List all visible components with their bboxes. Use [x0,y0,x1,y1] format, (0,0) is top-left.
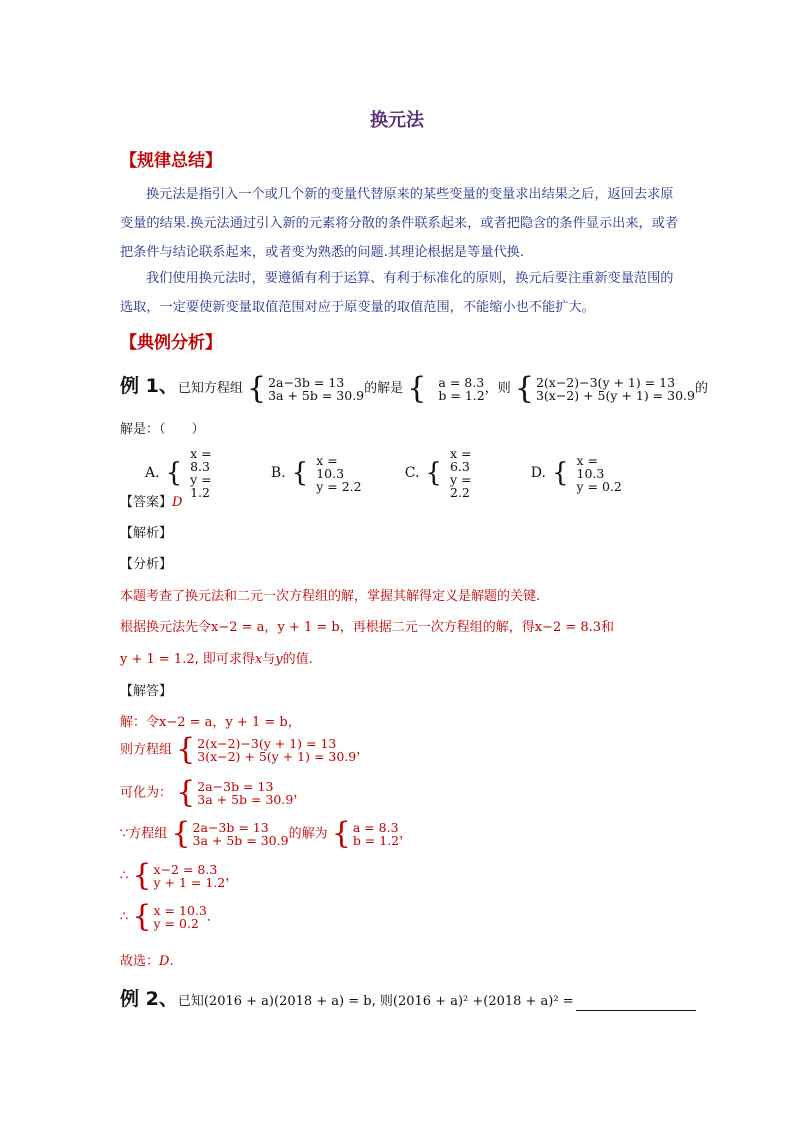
solution-line-4: ∵方程组 { 2a−3b = 13 3a + 5b = 30.9 的解为 { a = 8.3 b = 1.2 ， [120,816,413,851]
solution-line-3: 可化为： { 2a−3b = 13 3a + 5b = 30.9 ， [120,775,307,810]
equation-system-2: { 2(x−2)−3(y + 1) = 13 3(x−2) + 5(y + 1) = 30.9 [514,370,695,406]
final-answer-line: 故选：D. [120,954,174,969]
solution-line-2: 则方程组 { 2(x−2)−3(y + 1) = 13 3(x−2) + 5(y + 1) = 30.9 ， [120,732,370,767]
solution-system-4b: { a = 8.3 b = 1.2 [331,816,400,851]
example-2-statement: 例 2、已知(2016 + a)(2018 + a) = b, 则(2016 + a)² +(2018 + a)² = [120,984,696,1011]
choice-list [145,447,665,499]
choice-c[interactable]: C. { x = 6.3 y = 2.2 [404,446,472,500]
choice-a[interactable]: A. { x = 8.3 y = 1.2 [145,446,212,500]
example-1-label: 例 1、 [120,375,178,397]
solution-line-5: ∴ { x−2 = 8.3 y + 1 = 1.2 ， [120,858,239,893]
example-1-statement: 例 1、已知方程组 { 2a−3b = 13 3a + 5b = 30.9 的解是 { a = 8.3 b = 1.2 ，则 { 2(x−2)−3(y + 1) = 13 3(x−2) + 5(y + 1) = 30.9 的 [120,370,708,406]
choice-d[interactable]: D. { x = 10.3 y = 0.2 [530,452,622,494]
jieda-heading: 【解答】 [120,684,173,699]
solution-system-5: { x−2 = 8.3 y + 1 = 1.2 [132,858,226,893]
examples-heading: 【典例分析】 [120,333,222,353]
summary-heading: 【规律总结】 [120,151,222,171]
equation-system-1: { 2a−3b = 13 3a + 5b = 30.9 [247,370,365,406]
choice-b[interactable]: B. { x = 10.3 y = 2.2 [270,452,362,494]
solution-system-2: { 2(x−2)−3(y + 1) = 13 3(x−2) + 5(y + 1) = 30.9 [176,732,357,767]
solution-system-6: { x = 10.3 y = 0.2 [132,899,207,934]
example-1-question: 解是：（ ） [120,422,205,437]
answer-blank[interactable] [576,996,696,1011]
summary-paragraph-2: 我们使用换元法时，要遵循有利于运算、有利于标准化的原则，换元后要注重新变量范围的选取，一定要使新变量取值范围对应于原变量的取值范围，不能缩小也不能扩大。 [120,271,674,315]
answer-value: D [172,495,183,510]
example-2-label: 例 2、 [120,988,178,1010]
solution-system-4: { 2a−3b = 13 3a + 5b = 30.9 [171,816,289,851]
summary-paragraph-1: 换元法是指引入一个或几个新的变量代替原来的某些变量的变量求出结果之后，返回去求原变量的结果.换元法通过引入新的元素将分散的条件联系起来，或者把隐含的条件显示出来，或者把条件与结论联系起来，或者变为熟悉的问题.其理论根据是等量代换. [120,187,679,260]
solution-line-6: ∴ { x = 10.3 y = 0.2 ． [120,899,220,934]
solution-line-1: 解：令x−2 = a，y + 1 = b， [120,715,301,730]
jiexi-heading: 【解析】 [120,526,173,541]
answer-line: 【答案】D [120,495,183,510]
solution-system-1: { a = 8.3 b = 1.2 [407,370,485,406]
page-title: 换元法 [370,110,424,131]
fenxi-heading: 【分析】 [120,557,173,572]
analysis-line-2: 根据换元法先令x−2 = a，y + 1 = b，再根据二元一次方程组的解，得x−2 = 8.3和 [120,620,615,635]
solution-system-3: { 2a−3b = 13 3a + 5b = 30.9 [176,775,294,810]
analysis-line-1: 本题考查了换元法和二元一次方程组的解，掌握其解得定义是解题的关键. [120,589,541,604]
analysis-line-3: y + 1 = 1.2, 即可求得x与y的值. [120,652,313,667]
